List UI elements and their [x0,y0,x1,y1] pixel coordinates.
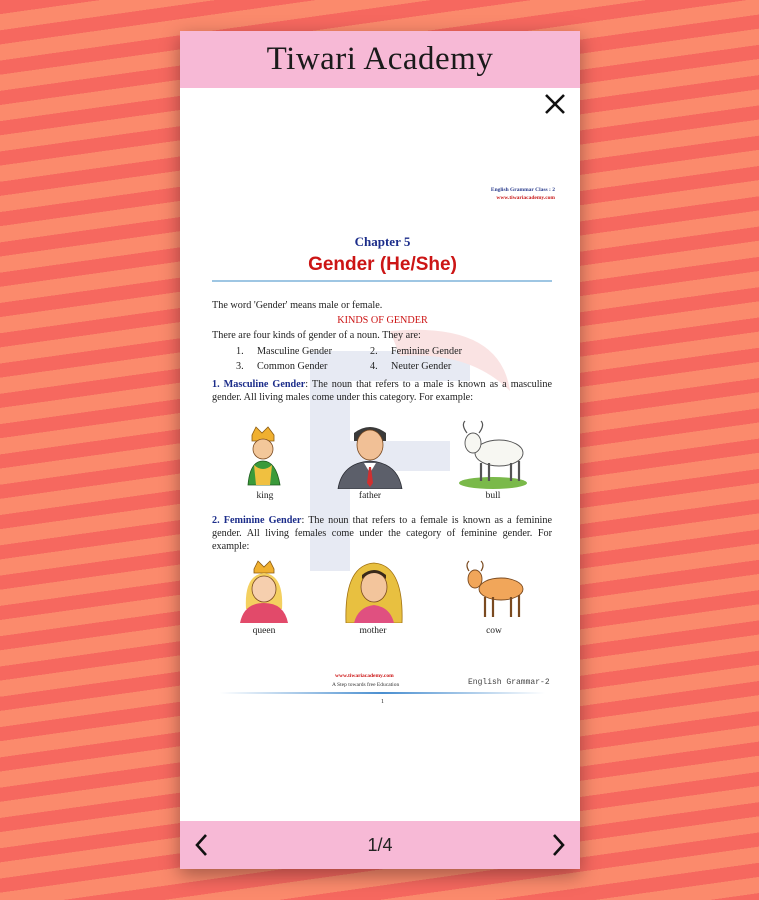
bottom-navigation-bar [180,821,580,869]
example-caption: cow [486,626,502,636]
title-rule [212,280,552,282]
kind-item-label: Neuter Gender [391,361,452,372]
mother-illustration [340,557,408,623]
chapter-number: Chapter 5 [354,234,411,249]
header-class: English Grammar Class : 2 [490,187,555,193]
kind-item-label: Common Gender [257,361,328,372]
footer-tagline: A Step towards free Education [332,682,400,688]
example-caption: bull [485,491,501,501]
masculine-paragraph [212,378,552,404]
close-icon [542,91,568,117]
kind-item-num: 4. [370,361,378,372]
feminine-heading: 2. Feminine Gender [212,515,302,526]
example-caption: queen [252,626,276,636]
feminine-text: : The noun that refers to a female is known as a feminine gender. All living females come under the category of feminine gender. For example: [212,515,552,552]
header-website: www.tiwariacademy.com [496,195,555,201]
example-caption: father [358,491,382,501]
footer-website: www.tiwariacademy.com [335,673,394,679]
chapter-title: Gender (He/She) [308,254,457,275]
intro-text: The word 'Gender' means male or female. [212,300,383,311]
kinds-intro: There are four kinds of gender of a noun. They are: [212,330,421,341]
kind-item-label: Feminine Gender [391,346,463,357]
page-indicator: 1/4 [367,834,393,855]
kind-item-label: Masculine Gender [257,346,332,357]
king-illustration [240,425,288,487]
document-page [210,181,555,705]
footer-rule [220,692,545,694]
chevron-left-icon [192,832,212,858]
page-number: 1 [381,699,384,705]
kind-item-num: 2. [370,346,378,357]
app-title: Tiwari Academy [266,41,494,77]
chevron-right-icon [548,832,568,858]
masculine-text: : The noun that refers to a male is known as a masculine gender. All living males come under this category. For example: [212,379,552,403]
kind-item-num: 1. [236,346,244,357]
example-caption: mother [359,626,387,636]
kinds-heading: KINDS OF GENDER [337,315,428,326]
footer-book-name: English Grammar-2 [468,678,550,687]
example-caption: king [256,491,274,501]
top-bar [180,31,580,88]
previous-page-button[interactable] [184,827,220,863]
close-button[interactable] [542,91,568,117]
bull-illustration [455,419,531,489]
masculine-heading: 1. Masculine Gender [212,379,306,390]
cow-illustration [457,559,529,623]
kind-item-num: 3. [236,361,244,372]
page-header [491,186,555,202]
queen-illustration [232,559,296,623]
father-illustration [332,419,408,489]
pdf-viewer-window [180,31,580,869]
feminine-paragraph [212,514,552,553]
next-page-button[interactable] [540,827,576,863]
